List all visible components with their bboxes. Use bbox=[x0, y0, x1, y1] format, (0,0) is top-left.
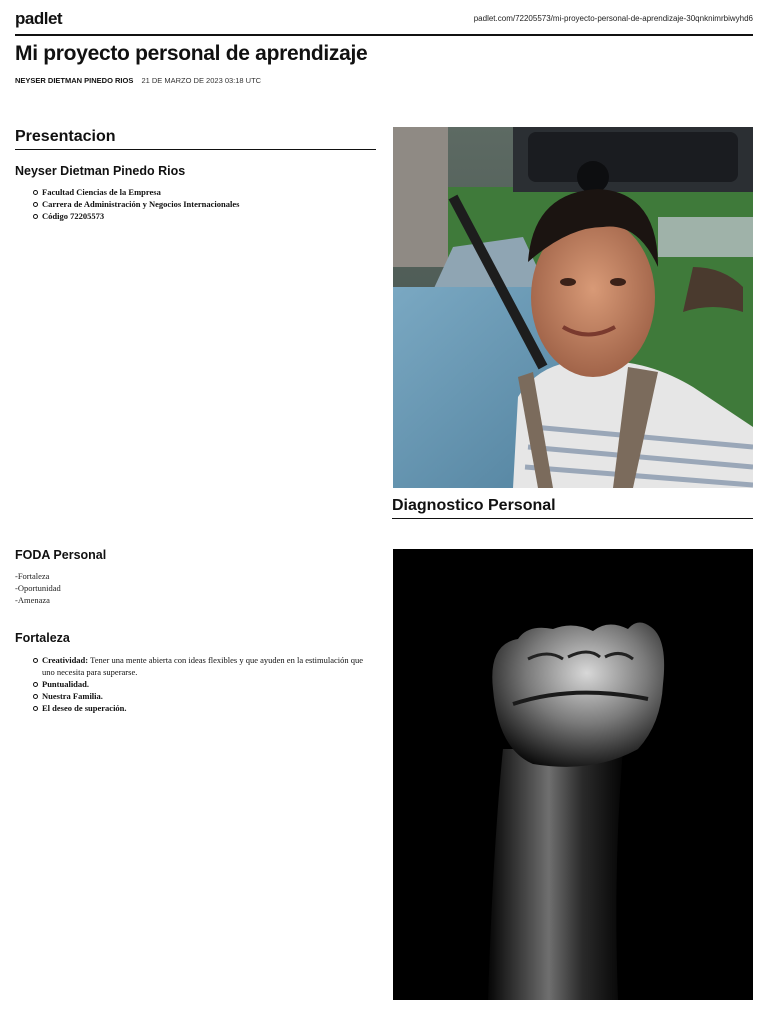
post-title-presentacion: Neyser Dietman Pinedo Rios bbox=[15, 164, 186, 178]
fist-image bbox=[393, 549, 753, 1000]
list-item bbox=[42, 690, 372, 702]
item-bold: Nuestra Familia. bbox=[42, 691, 103, 701]
post-title-fortaleza: Fortaleza bbox=[15, 631, 70, 645]
list-item: Facultad Ciencias de la Empresa bbox=[42, 186, 402, 198]
list-item bbox=[42, 654, 372, 678]
foda-lines bbox=[15, 570, 61, 606]
item-bold: Creatividad: bbox=[42, 655, 89, 665]
raised-fist-photo[interactable] bbox=[393, 549, 753, 1000]
foda-line: -Amenaza bbox=[15, 595, 50, 605]
page-title: Mi proyecto personal de aprendizaje bbox=[15, 42, 368, 65]
foda-line: -Oportunidad bbox=[15, 583, 61, 593]
list-item: Código 72205573 bbox=[42, 210, 402, 222]
post-title-foda: FODA Personal bbox=[15, 548, 107, 562]
author-name: NEYSER DIETMAN PINEDO RIOS bbox=[15, 76, 134, 85]
list-item bbox=[42, 702, 372, 714]
fortaleza-list bbox=[15, 654, 372, 714]
post-date: 21 DE MARZO DE 2023 03:18 UTC bbox=[141, 76, 262, 85]
item-bold: El deseo de superación. bbox=[42, 703, 127, 713]
item-text: Tener una mente abierta con ideas flexibles y que ayuden en la estimulación que uno necesita para superarse. bbox=[42, 655, 364, 677]
page-url: padlet.com/72205573/mi-proyecto-personal-de-aprendizaje-30qnknimrbiwyhd6 bbox=[473, 14, 753, 23]
section-diagnostico: Diagnostico Personal bbox=[392, 497, 753, 519]
selfie-image bbox=[393, 127, 753, 488]
presentacion-list bbox=[15, 186, 402, 222]
list-item: Carrera de Administración y Negocios Internacionales bbox=[42, 198, 402, 210]
section-presentacion: Presentacion bbox=[15, 128, 376, 150]
top-bar bbox=[15, 0, 753, 36]
page-meta bbox=[15, 76, 261, 85]
list-item bbox=[42, 678, 372, 690]
selfie-photo[interactable] bbox=[393, 127, 753, 488]
foda-line: -Fortaleza bbox=[15, 571, 50, 581]
item-bold: Puntualidad. bbox=[42, 679, 90, 689]
padlet-logo[interactable]: padlet bbox=[15, 9, 63, 28]
